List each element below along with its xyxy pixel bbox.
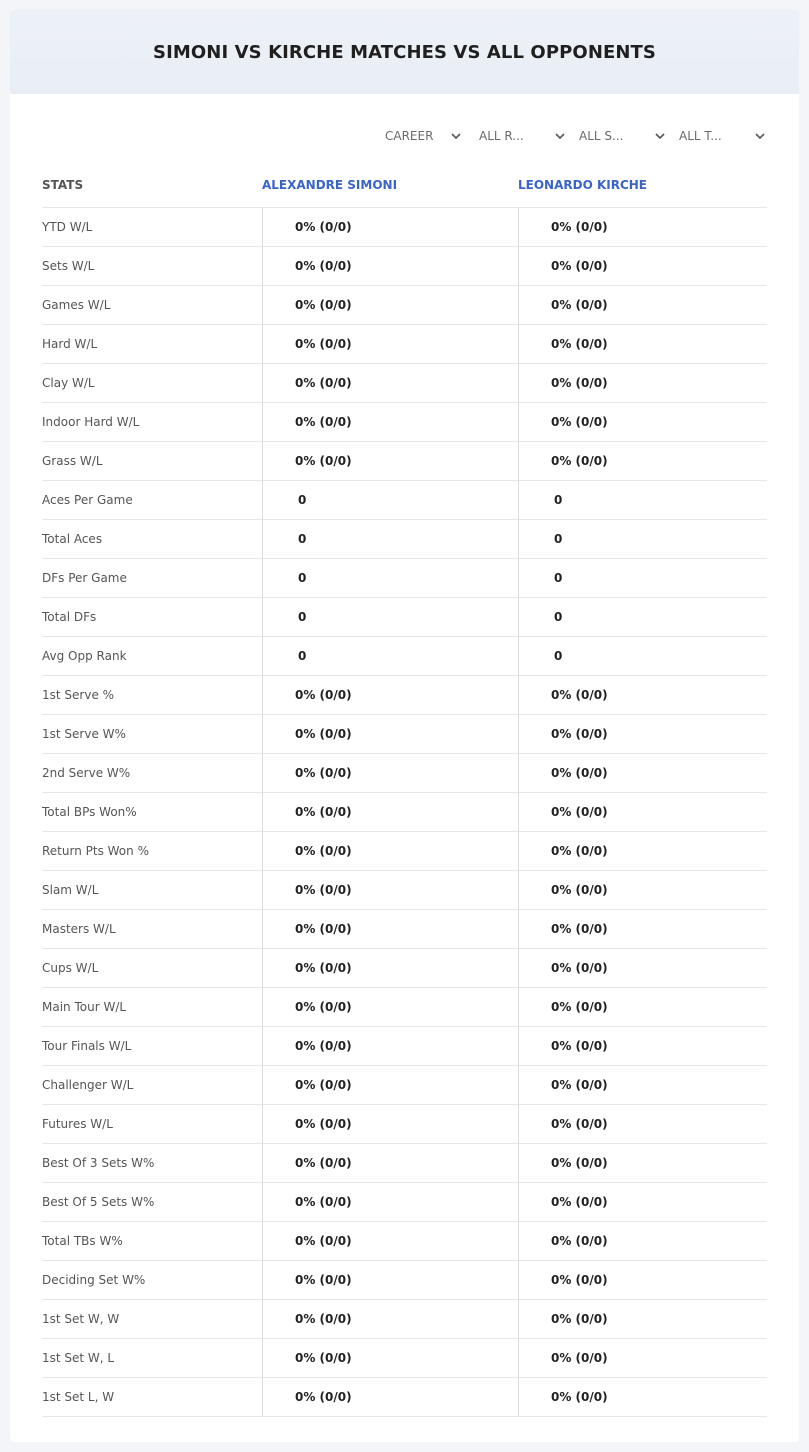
table-row [42, 754, 767, 793]
player2-stat-value: 0 [518, 598, 767, 636]
stat-label: Games W/L [42, 298, 111, 312]
table-row [42, 1105, 767, 1144]
stat-label: 1st Serve W% [42, 727, 126, 741]
player1-stat-value: 0% (0/0) [262, 793, 518, 831]
player1-stat-value: 0% (0/0) [262, 715, 518, 753]
stat-label: Total DFs [42, 610, 97, 624]
stat-label: Clay W/L [42, 376, 95, 390]
table-row [42, 1222, 767, 1261]
player1-stat-value: 0% (0/0) [262, 1339, 518, 1377]
player2-stat-value: 0% (0/0) [518, 1378, 767, 1416]
stats-card [10, 10, 799, 1442]
player1-stat-value: 0% (0/0) [262, 1105, 518, 1143]
table-row [42, 832, 767, 871]
player1-stat-value: 0% (0/0) [262, 442, 518, 480]
stat-label: Futures W/L [42, 1117, 113, 1131]
table-row [42, 403, 767, 442]
player1-stat-value: 0% (0/0) [262, 1183, 518, 1221]
player1-stat-value: 0% (0/0) [262, 910, 518, 948]
player2-stat-value: 0% (0/0) [518, 364, 767, 402]
table-row [42, 364, 767, 403]
player2-stat-value: 0% (0/0) [518, 442, 767, 480]
player1-stat-value: 0% (0/0) [262, 325, 518, 363]
table-row [42, 1183, 767, 1222]
table-header [42, 162, 767, 208]
filter-label: CAREER [385, 129, 434, 143]
table-row [42, 715, 767, 754]
filter-label: ALL T... [679, 129, 722, 143]
player1-stat-value: 0% (0/0) [262, 286, 518, 324]
player2-stat-value: 0 [518, 559, 767, 597]
player2-stat-value: 0% (0/0) [518, 1105, 767, 1143]
player2-column-header[interactable]: LEONARDO KIRCHE [518, 177, 648, 192]
player2-stat-value: 0% (0/0) [518, 1144, 767, 1182]
stat-label: 1st Set W, W [42, 1312, 120, 1326]
player1-column-header[interactable]: ALEXANDRE SIMONI [262, 177, 398, 192]
chevron-down-icon [449, 129, 463, 143]
table-row [42, 988, 767, 1027]
player2-stat-value: 0% (0/0) [518, 403, 767, 441]
table-row [42, 1066, 767, 1105]
player1-stat-value: 0% (0/0) [262, 1300, 518, 1338]
stat-label: Total TBs W% [42, 1234, 123, 1248]
stat-label: Challenger W/L [42, 1078, 134, 1092]
stats-column-header: STATS [42, 177, 84, 192]
stat-label: Deciding Set W% [42, 1273, 146, 1287]
stat-label: Indoor Hard W/L [42, 415, 140, 429]
player2-stat-value: 0 [518, 520, 767, 558]
stats-table [42, 162, 767, 1417]
table-row [42, 793, 767, 832]
table-row [42, 1027, 767, 1066]
player1-stat-value: 0% (0/0) [262, 871, 518, 909]
table-row [42, 910, 767, 949]
stat-label: Return Pts Won % [42, 844, 149, 858]
player2-stat-value: 0% (0/0) [518, 676, 767, 714]
stat-label: Total Aces [42, 532, 103, 546]
player1-stat-value: 0% (0/0) [262, 1378, 518, 1416]
player1-stat-value: 0% (0/0) [262, 1222, 518, 1260]
table-row [42, 286, 767, 325]
chevron-down-icon [653, 129, 667, 143]
player1-stat-value: 0% (0/0) [262, 754, 518, 792]
player1-stat-value: 0 [262, 637, 518, 675]
player1-stat-value: 0% (0/0) [262, 364, 518, 402]
player2-stat-value: 0% (0/0) [518, 949, 767, 987]
filter-label: ALL S... [579, 129, 624, 143]
player2-stat-value: 0% (0/0) [518, 910, 767, 948]
player1-stat-value: 0 [262, 481, 518, 519]
stat-label: Slam W/L [42, 883, 99, 897]
chevron-down-icon [753, 129, 767, 143]
player2-stat-value: 0% (0/0) [518, 1300, 767, 1338]
stat-label: Best Of 5 Sets W% [42, 1195, 155, 1209]
player1-stat-value: 0% (0/0) [262, 1261, 518, 1299]
player1-stat-value: 0% (0/0) [262, 1027, 518, 1065]
player2-stat-value: 0% (0/0) [518, 754, 767, 792]
stat-label: Aces Per Game [42, 493, 133, 507]
player1-stat-value: 0% (0/0) [262, 403, 518, 441]
player2-stat-value: 0% (0/0) [518, 1183, 767, 1221]
stat-label: Avg Opp Rank [42, 649, 127, 663]
chevron-down-icon [553, 129, 567, 143]
filter-bar [371, 124, 767, 148]
player2-stat-value: 0% (0/0) [518, 1066, 767, 1104]
player2-stat-value: 0% (0/0) [518, 1339, 767, 1377]
stat-label: YTD W/L [42, 220, 93, 234]
player1-stat-value: 0% (0/0) [262, 1066, 518, 1104]
table-row [42, 871, 767, 910]
player1-stat-value: 0 [262, 559, 518, 597]
table-row [42, 520, 767, 559]
player2-stat-value: 0 [518, 481, 767, 519]
player1-stat-value: 0% (0/0) [262, 676, 518, 714]
player1-stat-value: 0% (0/0) [262, 1144, 518, 1182]
player1-stat-value: 0 [262, 598, 518, 636]
stat-label: DFs Per Game [42, 571, 127, 585]
tournaments-filter[interactable] [667, 124, 767, 148]
page-title: SIMONI VS KIRCHE MATCHES VS ALL OPPONENTS [153, 41, 656, 63]
stat-label: Hard W/L [42, 337, 98, 351]
career-filter[interactable] [371, 124, 467, 148]
table-row [42, 442, 767, 481]
player2-stat-value: 0% (0/0) [518, 793, 767, 831]
player1-stat-value: 0% (0/0) [262, 988, 518, 1026]
stat-label: Main Tour W/L [42, 1000, 127, 1014]
table-row [42, 598, 767, 637]
player2-stat-value: 0% (0/0) [518, 715, 767, 753]
stat-label: Total BPs Won% [42, 805, 137, 819]
player1-stat-value: 0% (0/0) [262, 208, 518, 246]
surfaces-filter[interactable] [567, 124, 667, 148]
filter-label: ALL R... [479, 129, 524, 143]
table-row [42, 1300, 767, 1339]
table-row [42, 1144, 767, 1183]
stat-label: Sets W/L [42, 259, 95, 273]
stat-label: Cups W/L [42, 961, 99, 975]
player2-stat-value: 0 [518, 637, 767, 675]
player2-stat-value: 0% (0/0) [518, 832, 767, 870]
player2-stat-value: 0% (0/0) [518, 988, 767, 1026]
table-row [42, 676, 767, 715]
player2-stat-value: 0% (0/0) [518, 1222, 767, 1260]
table-row [42, 208, 767, 247]
card-header [10, 10, 799, 94]
stat-label: 1st Serve % [42, 688, 115, 702]
table-row [42, 481, 767, 520]
table-row [42, 247, 767, 286]
table-row [42, 325, 767, 364]
player2-stat-value: 0% (0/0) [518, 286, 767, 324]
player2-stat-value: 0% (0/0) [518, 1261, 767, 1299]
stat-label: 1st Set L, W [42, 1390, 115, 1404]
player1-stat-value: 0% (0/0) [262, 247, 518, 285]
table-row [42, 1378, 767, 1417]
table-row [42, 1339, 767, 1378]
stat-label: Tour Finals W/L [42, 1039, 132, 1053]
stat-label: Grass W/L [42, 454, 103, 468]
table-row [42, 559, 767, 598]
player2-stat-value: 0% (0/0) [518, 871, 767, 909]
table-body [42, 208, 767, 1417]
player2-stat-value: 0% (0/0) [518, 208, 767, 246]
player2-stat-value: 0% (0/0) [518, 325, 767, 363]
stat-label: 2nd Serve W% [42, 766, 131, 780]
table-row [42, 949, 767, 988]
player1-stat-value: 0% (0/0) [262, 832, 518, 870]
stat-label: 1st Set W, L [42, 1351, 115, 1365]
table-row [42, 1261, 767, 1300]
player2-stat-value: 0% (0/0) [518, 1027, 767, 1065]
player2-stat-value: 0% (0/0) [518, 247, 767, 285]
table-row [42, 637, 767, 676]
rounds-filter[interactable] [467, 124, 567, 148]
stat-label: Masters W/L [42, 922, 116, 936]
stat-label: Best Of 3 Sets W% [42, 1156, 155, 1170]
player1-stat-value: 0 [262, 520, 518, 558]
player1-stat-value: 0% (0/0) [262, 949, 518, 987]
